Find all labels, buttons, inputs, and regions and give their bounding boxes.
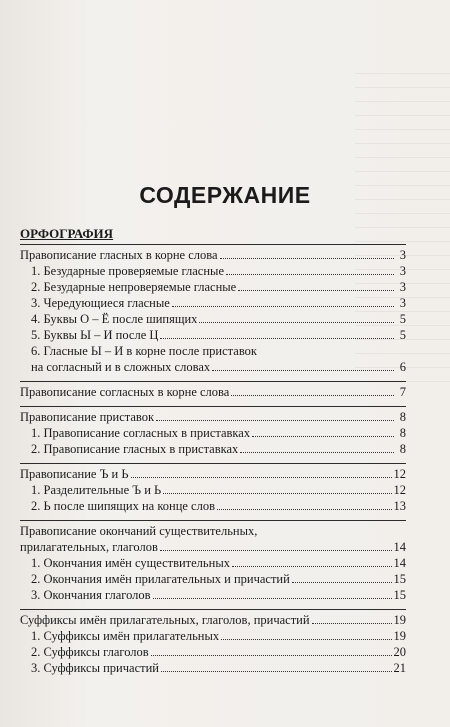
toc-item[interactable] <box>20 571 406 587</box>
dot-leader <box>172 305 394 307</box>
toc-item[interactable] <box>20 327 406 343</box>
toc-item[interactable] <box>20 359 406 375</box>
page-number: 7 <box>399 385 406 399</box>
dot-leader <box>153 597 392 599</box>
toc-entry-title: 5. Буквы Ы – И после Ц <box>31 328 159 342</box>
toc-item[interactable] <box>20 263 406 279</box>
toc-heading[interactable] <box>20 409 406 425</box>
toc-item[interactable] <box>20 295 406 311</box>
dot-leader <box>312 622 392 624</box>
dot-leader <box>160 549 392 551</box>
page-number: 14 <box>393 540 406 554</box>
dot-leader <box>252 435 394 437</box>
dot-leader <box>161 670 392 672</box>
toc-entry-title: 2. Безударные непроверяемые гласные <box>31 280 237 294</box>
toc-heading[interactable] <box>20 539 406 555</box>
toc-entry-title: 2. Правописание гласных в приставках <box>31 442 239 456</box>
dot-leader <box>238 289 394 291</box>
toc-group <box>20 381 406 400</box>
dot-leader <box>240 451 394 453</box>
page-title: СОДЕРЖАНИЕ <box>139 182 311 208</box>
toc-item[interactable] <box>20 311 406 327</box>
page-number: 19 <box>393 629 406 643</box>
page-number: 15 <box>393 588 406 602</box>
section-label: ОРФОГРАФИЯ <box>20 226 114 241</box>
dot-leader <box>163 492 391 494</box>
page-number: 15 <box>393 572 406 586</box>
toc-item-line: 6. Гласные Ы – И в корне после приставок <box>31 344 257 358</box>
toc-heading[interactable] <box>20 612 406 628</box>
toc-entry-title: 1. Окончания имён существительных <box>31 556 230 570</box>
page-number: 19 <box>393 613 406 627</box>
toc-entry-title: 3. Окончания глаголов <box>31 588 151 602</box>
toc-entry-title: Правописание гласных в корне слова <box>20 248 218 262</box>
dot-leader <box>212 369 394 371</box>
page-number: 3 <box>399 280 406 294</box>
page-number: 12 <box>393 467 406 481</box>
toc-item[interactable] <box>20 441 406 457</box>
dot-leader <box>226 273 394 275</box>
toc-entry-title: Суффиксы имён прилагательных, глаголов, причастий <box>20 613 310 627</box>
toc-entry-title: 1. Суффиксы имён прилагательных <box>31 629 220 643</box>
toc-entry-title: 1. Безударные проверяемые гласные <box>31 264 224 278</box>
toc-group <box>20 463 406 514</box>
toc-heading[interactable] <box>20 384 406 400</box>
dot-leader <box>151 654 392 656</box>
toc-entry-title: на согласный и в сложных словах <box>31 360 211 374</box>
page-number: 5 <box>399 312 406 326</box>
toc-entry-title: Правописание согласных в корне слова <box>20 385 230 399</box>
toc-heading[interactable] <box>20 247 406 263</box>
page-number: 13 <box>393 499 406 513</box>
dot-leader <box>220 257 394 259</box>
page-number: 8 <box>399 442 406 456</box>
toc-item[interactable] <box>20 279 406 295</box>
dot-leader <box>292 581 392 583</box>
page-number: 14 <box>393 556 406 570</box>
dot-leader <box>199 321 394 323</box>
toc-item[interactable] <box>20 555 406 571</box>
toc-entry-title: 3. Суффиксы причастий <box>31 661 159 675</box>
toc-entry-title: Правописание приставок <box>20 410 155 424</box>
toc-item[interactable] <box>20 425 406 441</box>
toc-heading[interactable] <box>20 466 406 482</box>
dot-leader <box>156 419 394 421</box>
page-number: 3 <box>399 296 406 310</box>
page-number: 12 <box>393 483 406 497</box>
page-number: 8 <box>399 410 406 424</box>
toc-entry-title: 1. Разделительные Ъ и Ь <box>31 483 162 497</box>
toc-entry-title: 2. Суффиксы глаголов <box>31 645 149 659</box>
page-number: 21 <box>393 661 406 675</box>
toc-item[interactable] <box>20 482 406 498</box>
table-of-contents <box>20 244 406 682</box>
toc-group <box>20 406 406 457</box>
toc-group <box>20 609 406 676</box>
toc-entry-title: прилагательных, глаголов <box>20 540 158 554</box>
page-number: 8 <box>399 426 406 440</box>
dot-leader <box>221 638 391 640</box>
toc-item[interactable] <box>20 660 406 676</box>
page-number: 20 <box>393 645 406 659</box>
toc-group <box>20 244 406 375</box>
toc-entry-title: 1. Правописание согласных в приставках <box>31 426 251 440</box>
toc-item[interactable] <box>20 587 406 603</box>
page-number: 3 <box>399 264 406 278</box>
dot-leader <box>231 394 394 396</box>
toc-entry-title: 4. Буквы О – Ё после шипящих <box>31 312 198 326</box>
page-number: 5 <box>399 328 406 342</box>
dot-leader <box>160 337 394 339</box>
page-number: 3 <box>399 248 406 262</box>
toc-group <box>20 520 406 603</box>
toc-item[interactable] <box>20 498 406 514</box>
toc-entry-title: 2. Окончания имён прилагательных и причастий <box>31 572 290 586</box>
toc-entry-title: 3. Чередующиеся гласные <box>31 296 170 310</box>
toc-entry-title: 2. Ь после шипящих на конце слов <box>31 499 215 513</box>
dot-leader <box>217 508 392 510</box>
page-number: 6 <box>399 360 406 374</box>
dot-leader <box>232 565 392 567</box>
toc-heading-line: Правописание окончаний существительных, <box>20 524 258 538</box>
toc-item[interactable] <box>20 628 406 644</box>
dot-leader <box>131 476 392 478</box>
toc-entry-title: Правописание Ъ и Ь <box>20 467 129 481</box>
toc-item[interactable] <box>20 644 406 660</box>
